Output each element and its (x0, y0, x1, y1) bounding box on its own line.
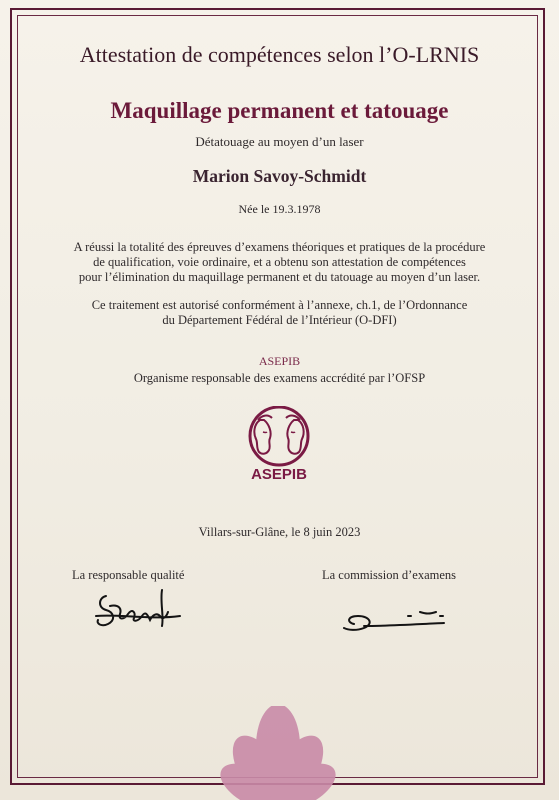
organization-description: Organisme responsable des examens accrédité par l’OFSP (133, 371, 426, 385)
authorization-paragraph (0, 298, 559, 328)
signature-right (340, 604, 458, 636)
birth-date: Née le 19.3.1978 (238, 202, 321, 216)
paragraph-line: Ce traitement est autorisé conformément à l’annexe, ch.1, de l’Ordonnance (91, 298, 468, 312)
holder-name: Marion Savoy-Schmidt (192, 166, 367, 186)
logo-text: ASEPIB (251, 466, 307, 483)
qualification-paragraph (0, 240, 559, 285)
certificate-heading: Attestation de compétences selon l’O-LRNIS (79, 42, 480, 67)
signature-left (92, 586, 184, 634)
inner-frame (17, 15, 538, 778)
certificate-subtitle: Détatouage au moyen d’un laser (195, 134, 364, 149)
certificate-title: Maquillage permanent et tatouage (110, 98, 449, 123)
flower-decoration-icon (178, 706, 378, 800)
paragraph-line: du Département Fédéral de l’Intérieur (O-DFI) (162, 313, 397, 327)
paragraph-line: de qualification, voie ordinaire, et a obtenu son attestation de compétences (93, 255, 466, 269)
signature-label-quality: La responsable qualité (72, 568, 185, 582)
paragraph-line: A réussi la totalité des épreuves d’examens théoriques et pratiques de la procédure (73, 240, 486, 254)
signature-label-commission: La commission d’examens (322, 568, 456, 582)
paragraph-line: pour l’élimination du maquillage permanent et du tatouage au moyen d’un laser. (78, 270, 481, 284)
place-date: Villars-sur-Glâne, le 8 juin 2023 (198, 525, 361, 539)
organization-name: ASEPIB (258, 354, 301, 368)
